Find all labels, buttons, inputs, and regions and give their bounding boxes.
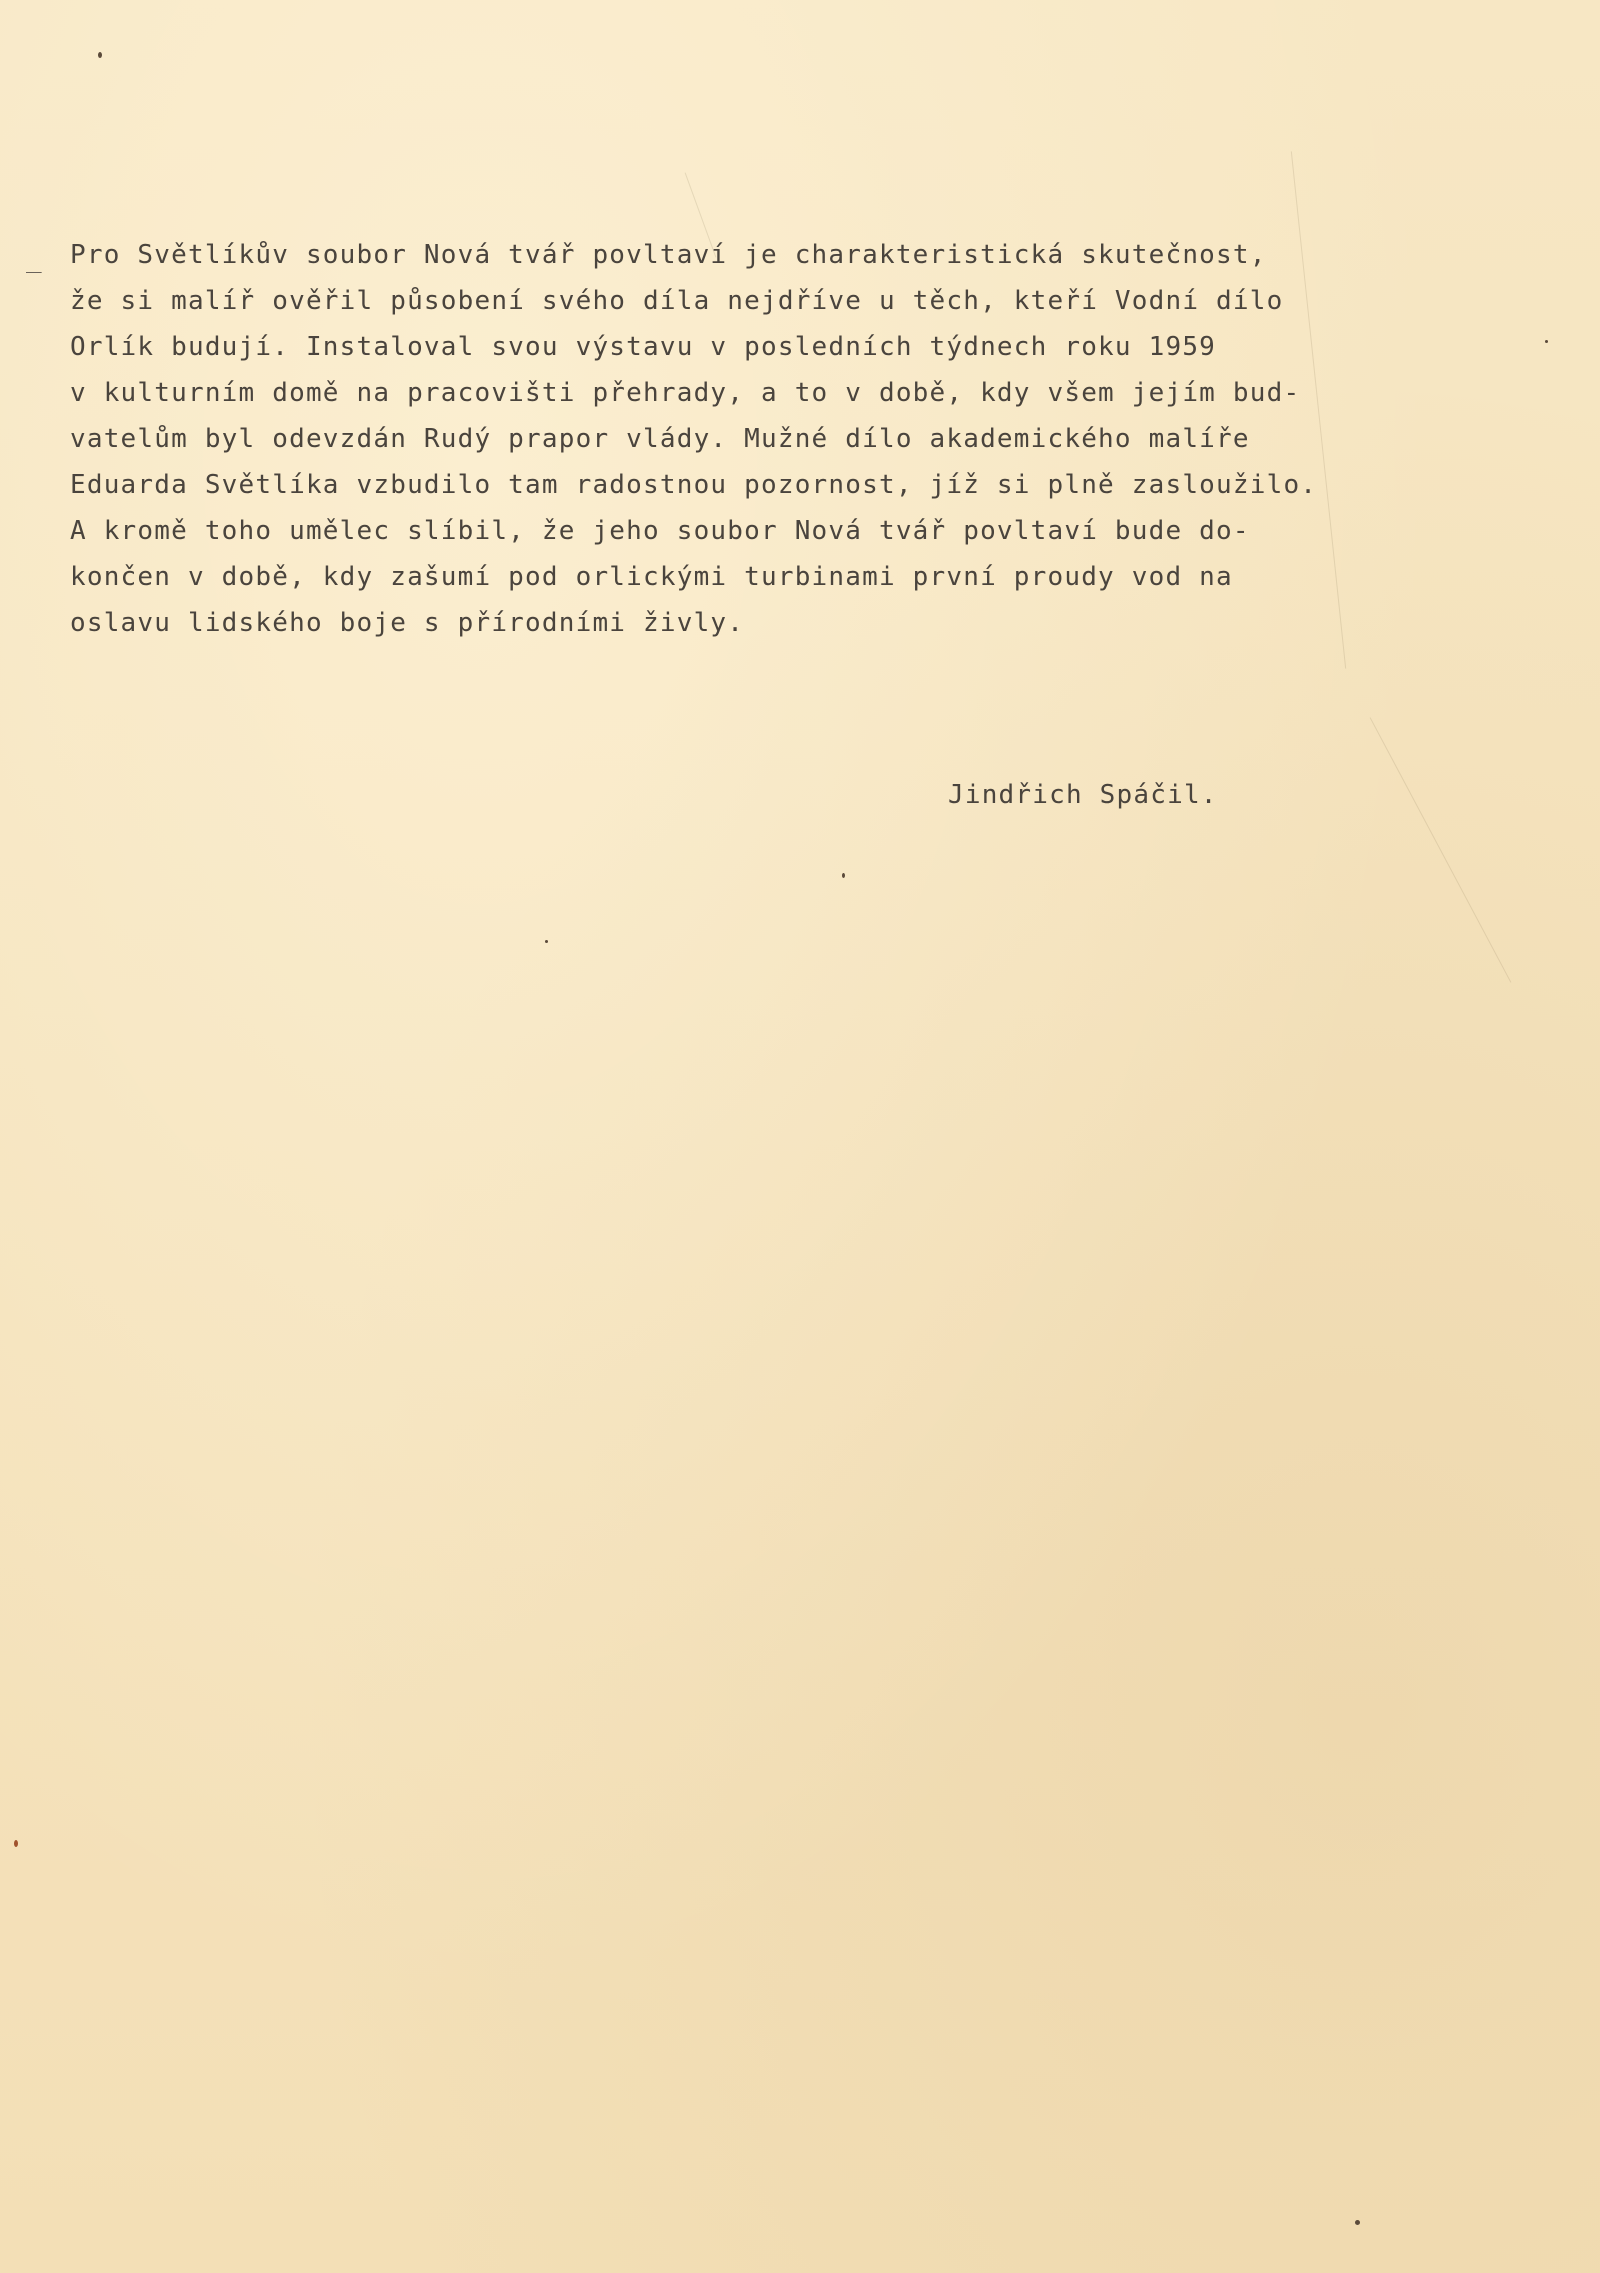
paragraph-line: končen v době, kdy zašumí pod orlickými turbinami první proudy vod na [70,562,1233,592]
paragraph-line: Pro Světlíkův soubor Nová tvář povltaví je charakteristická skutečnost, [70,240,1267,270]
paragraph-line: oslavu lidského boje s přírodními živly. [70,608,745,638]
paragraph-line: vatelům byl odevzdán Rudý prapor vlády. Mužné dílo akademického malíře [70,424,1250,454]
paragraph-line: Eduarda Světlíka vzbudilo tam radostnou pozornost, jíž si plně zasloužilo. [70,470,1318,500]
paragraph-line: v kulturním domě na pracovišti přehrady, a to v době, kdy všem jejím bud- [70,378,1301,408]
margin-dash: _ [26,244,42,274]
paragraph-line: Orlík budují. Instaloval svou výstavu v posledních týdnech roku 1959 [70,332,1217,362]
ink-speck [842,873,845,878]
paper-crease [1370,717,1512,982]
paragraph-line: A kromě toho umělec slíbil, že jeho soubor Nová tvář povltaví bude do- [70,516,1250,546]
ink-speck [1355,2220,1360,2225]
ink-speck [545,940,548,943]
typed-paragraph [70,232,1570,646]
ink-speck [14,1840,18,1847]
paragraph-line: že si malíř ověřil působení svého díla nejdříve u těch, kteří Vodní dílo [70,286,1284,316]
ink-speck [98,52,102,58]
author-signature: Jindřich Spáčil. [948,780,1218,810]
